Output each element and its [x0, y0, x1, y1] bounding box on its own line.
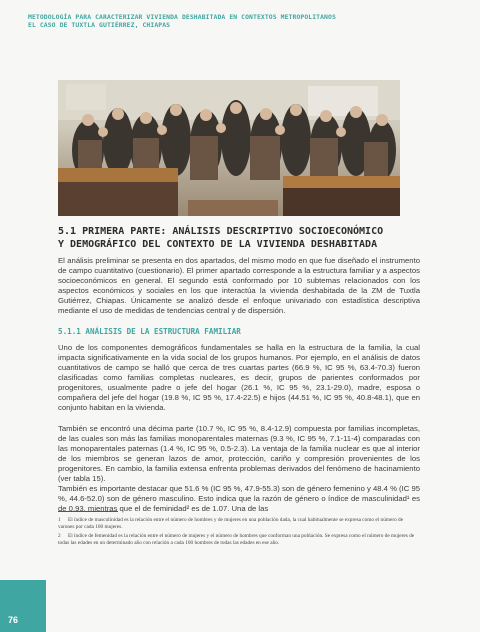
running-header-line1: METODOLOGÍA PARA CARACTERIZAR VIVIENDA DESHABITADA EN CONTEXTOS METROPOLITANOS — [28, 13, 336, 21]
paragraph-3: También es importante destacar que 51.6 % (IC 95 %, 47.9-55.3) son de género femenino y 48.4 % (IC 95 %, 44.6-52.0) son de género masculino. Esto indica que la razón de género o índice de masculinidad¹ es de 0.93, mientras que el de feminidad² es de 1.07. Una de las — [58, 484, 420, 513]
footnote-1-number: 1 — [58, 517, 61, 523]
footnote-rule — [58, 511, 118, 512]
footnote-2-text: El índice de femenidad es la relación entre el número de mujeres y el número de hombres que conforman una población. Se expresa como el número de mujeres de todas las edades en un determinado año con relación a cada 100 hombres de todas las edades en ese año. — [58, 533, 415, 546]
paragraph-1: Uno de los componentes demográficos fundamentales se halla en la estructura de la familia, la cual impacta significativamente en la vida social de los grupos humanos. Por ejemplo, en el análisis de datos cuantitativos de campo se halló que cerca de tres cuartas partes (66.9 %, IC 95 %, 63.4-70.3) fueron clasificadas como familias completas nucleares, es decir, grupos de parientes conformados por progenitores, usualmente padre o jefe del hogar (26.1 %, IC 95 %, 23.1-29.0), madre, esposa o compañera del jefe del hogar (19.8 %, IC 95 %, 17.4-22.5) e hijos (44.51 %, IC 95 %, 40.8-48.1), que en conjunto habitan en la vivienda. — [58, 343, 420, 412]
footnote-1-text: El índice de masculinidad es la relación entre el número de hombres y de mujeres en una población dada, la cual habitualmente se expresa como el número de varones por cada 100 mujeres. — [58, 517, 404, 530]
section-intro-paragraph: El análisis preliminar se presenta en dos apartados, del mismo modo en que fue diseñado el instrumento de campo cuantitativo (cuestionario). El primer apartado corresponde a la estructura familiar y a aspectos socioeconómicos en general. El segundo está conformado por 10 subtemas relacionados con los aspectos económicos y sociales en los que interactúa la vivienda deshabitada de la ZM de Tuxtla Gutiérrez, Chiapas. Únicamente se analizó desde el enfoque univariado con estadística descriptiva mediante el uso de medidas de tendencias central y de dispersión. — [58, 256, 420, 315]
section-title — [58, 225, 408, 251]
group-photo — [58, 80, 400, 216]
footnote-1 — [58, 517, 420, 531]
paragraph-2: También se encontró una décima parte (10.7 %, IC 95 %, 8.4-12.9) compuesta por familias incompletas, de las cuales son más las familias monoparentales maternas (9.3 %, IC 95 %, 7.1-11-4) comparadas con las monoparentales paternas (1.4 %, IC 95 %, 0.5-2.3). La ventaja de la familia nuclear es que al interior de los miembros se generan lazos de amor, protección, cariño y compresión provenientes de los progenitores. En cambio, la familia extensa enfrenta problemas derivados del fenómeno de hacinamiento (ver tabla 15). — [58, 424, 420, 483]
footnote-2 — [58, 533, 420, 547]
page-number-tab — [0, 580, 46, 632]
footnote-2-number: 2 — [58, 533, 61, 539]
running-header-line2: EL CASO DE TUXTLA GUTIÉRREZ, CHIAPAS — [28, 21, 171, 29]
section-title-line2: Y DEMOGRÁFICO DEL CONTEXTO DE LA VIVIENDA DESHABITADA — [58, 239, 378, 250]
running-header — [28, 13, 336, 29]
section-title-line1: 5.1 PRIMERA PARTE: ANÁLISIS DESCRIPTIVO SOCIOECONÓMICO — [58, 226, 384, 237]
subsection-title: 5.1.1 ANÁLISIS DE LA ESTRUCTURA FAMILIAR — [58, 327, 241, 336]
page-number: 76 — [8, 615, 19, 625]
